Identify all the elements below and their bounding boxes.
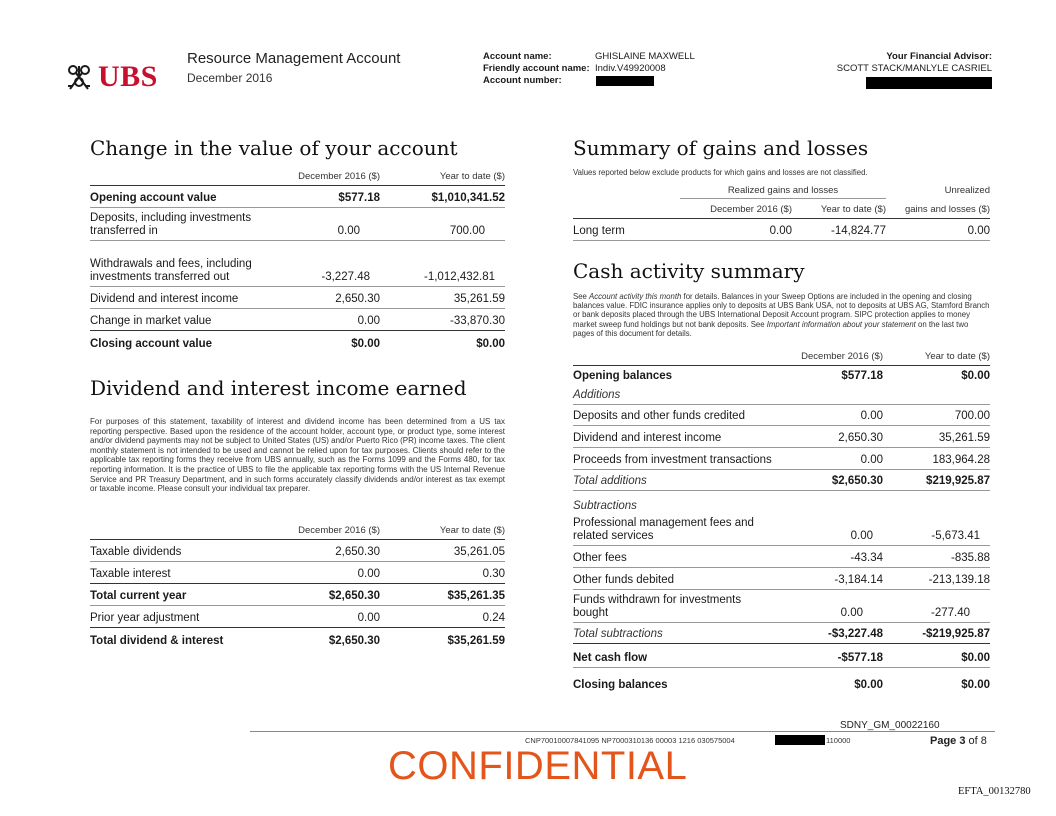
table-row: Taxable interest 0.00 0.30: [90, 562, 505, 584]
redaction-account-number: [596, 76, 654, 86]
ubs-keys-icon: [64, 62, 94, 92]
table-header: [573, 199, 990, 219]
account-title: Resource Management Account: [187, 50, 401, 67]
unrealized-header: Unrealized: [944, 185, 990, 196]
table-row: Other fees -43.34 -835.88: [573, 546, 990, 568]
table-header: [573, 348, 990, 366]
table-row: Deposits, including investments transferred in 0.00 700.00: [90, 208, 505, 241]
change-table: [90, 170, 505, 353]
bates-number: SDNY_GM_00022160: [840, 720, 940, 731]
ubs-logo: [64, 60, 164, 96]
table-row: Opening balances $577.18 $0.00: [573, 370, 990, 382]
cash-section-title: Cash activity summary: [573, 259, 805, 283]
page-indicator: Page 3 of 8: [930, 735, 987, 747]
column-header: Year to date ($): [820, 204, 886, 215]
table-row: Opening account value $577.18 $1,010,341.52: [90, 186, 505, 208]
table-row: Prior year adjustment 0.00 0.24: [90, 606, 505, 628]
tax-disclaimer-text: For purposes of this statement, taxability of interest and dividend income has been determined from a US tax reporting perspective. Based upon the residence of the account holder, account type, or product type, some interest and/or dividend payments may not be subject to United States (US) and/or Puerto Rico (PR) income taxes. The client monthly statement is not intended to be used and cannot be relied upon for tax purposes. Clients should refer to the applicable tax reporting forms they receive from UBS annually, such as the Forms 1099 and the Forms 480, for tax reporting information. It is the practice of UBS to file the applicable tax reporting forms with the US Internal Revenue Service and PR Treasury Department, and in such forms accurately classify dividends and/or interest as tax exempt or taxable income. Please consult your individual tax preparer.: [90, 417, 505, 494]
account-name-value: GHISLAINE MAXWELL: [595, 51, 695, 62]
gains-section-title: Summary of gains and losses: [573, 136, 869, 160]
column-header: December 2016 ($): [710, 204, 792, 215]
table-row: Long term 0.00 -14,824.77 0.00: [573, 219, 990, 241]
table-row: Closing balances $0.00 $0.00: [573, 679, 990, 691]
column-header: Year to date ($): [924, 351, 990, 362]
ubs-wordmark: UBS: [98, 60, 158, 93]
redaction-footer: [775, 735, 825, 745]
confidential-stamp: CONFIDENTIAL: [388, 744, 688, 788]
column-header: December 2016 ($): [801, 351, 883, 362]
advisor-label: Your Financial Advisor:: [886, 51, 992, 62]
document-code: CNP70010007841095 NP7000310136 00003 1216 030575004: [525, 736, 735, 745]
table-row: Total subtractions -$3,227.48 -$219,925.87: [573, 623, 990, 644]
dividend-section-title: Dividend and interest income earned: [90, 376, 467, 400]
table-row: Total dividend & interest $2,650.30 $35,261.59: [90, 635, 505, 647]
account-number-label: Account number:: [483, 75, 562, 86]
friendly-name-value: Indiv.V49920008: [595, 63, 666, 74]
column-header: Year to date ($): [439, 525, 505, 536]
table-row: Proceeds from investment transactions 0.00 183,964.28: [573, 448, 990, 470]
table-row: Total current year $2,650.30 $35,261.35: [90, 584, 505, 606]
gains-note: Values reported below exclude products for which gains and losses are not classified.: [573, 168, 868, 177]
table-row: Professional management fees and related services 0.00 -5,673.41: [573, 515, 990, 546]
friendly-name-label: Friendly account name:: [483, 63, 590, 74]
table-header: [90, 170, 505, 186]
gains-table: [573, 183, 990, 241]
cash-note: See Account activity this month for details. Balances in your Sweep Options are included in the opening and closing balances value. FDIC insurance applies only to deposits at UBS Bank USA, not to deposits at UBS AG, Stamford Branch or bank deposits placed through the UBS International Deposit Account program. SIPC protection applies to money market sweep fund holdings but not bank deposits. See Important information about your statement on the last two pages of this document for details.: [573, 292, 990, 338]
table-row: Total additions $2,650.30 $219,925.87: [573, 470, 990, 491]
change-section-title: Change in the value of your account: [90, 136, 458, 160]
additions-label-row: Additions: [573, 385, 990, 405]
subtractions-label-row: Subtractions: [573, 500, 637, 512]
account-meta: [483, 51, 695, 87]
account-name-label: Account name:: [483, 51, 552, 62]
realized-header: Realized gains and losses: [680, 185, 886, 199]
document-code-suffix: 110000: [826, 736, 851, 745]
dividend-table: [90, 520, 505, 650]
table-row: Change in market value 0.00 -33,870.30: [90, 309, 505, 331]
advisor-names: SCOTT STACK/MANLYLE CASRIEL: [836, 63, 992, 74]
column-header: December 2016 ($): [298, 171, 380, 182]
table-row: Closing account value $0.00 $0.00: [90, 338, 505, 350]
table-row: Other funds debited -3,184.14 -213,139.18: [573, 568, 990, 590]
efta-number: EFTA_00132780: [958, 786, 1031, 797]
table-row: Withdrawals and fees, including investments transferred out -3,227.48 -1,012,432.81: [90, 241, 505, 287]
column-header: gains and losses ($): [904, 204, 990, 215]
statement-date: December 2016: [187, 71, 273, 85]
column-header: December 2016 ($): [298, 525, 380, 536]
table-row: Dividend and interest income 2,650.30 35,261.59: [90, 287, 505, 309]
column-header: Year to date ($): [439, 171, 505, 182]
cash-table: [573, 348, 990, 694]
table-row: Dividend and interest income 2,650.30 35,261.59: [573, 426, 990, 448]
table-row: Funds withdrawn for investments bought 0.00 -277.40: [573, 590, 990, 623]
table-header: [573, 183, 990, 199]
table-row: Taxable dividends 2,650.30 35,261.05: [90, 540, 505, 562]
table-row: Net cash flow -$577.18 $0.00: [573, 644, 990, 668]
redaction-advisor: [866, 77, 992, 89]
footer-divider: [250, 731, 995, 732]
table-header: [90, 520, 505, 540]
table-row: Deposits and other funds credited 0.00 700.00: [573, 405, 990, 426]
